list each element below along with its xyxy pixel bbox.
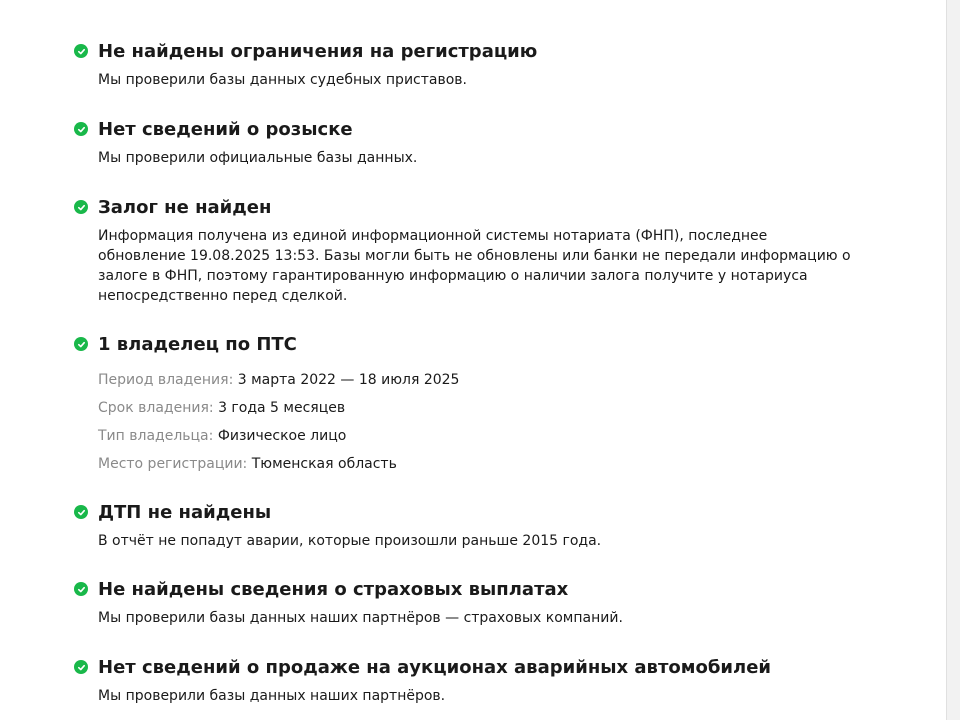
detail-value: 3 года 5 месяцев	[218, 400, 346, 416]
section-header	[74, 655, 874, 679]
detail-ownership-duration	[98, 398, 874, 426]
check-auctions	[74, 655, 874, 706]
detail-value: 3 марта 2022 — 18 июля 2025	[237, 372, 460, 388]
section-title: Нет сведений о розыске	[98, 118, 353, 140]
owner-details	[74, 370, 874, 482]
section-header	[74, 500, 874, 524]
section-title: Не найдены сведения о страховых выплатах	[98, 578, 569, 600]
check-wanted	[74, 117, 874, 168]
section-description: Мы проверили базы данных наших партнёров.	[98, 688, 446, 704]
section-title: Не найдены ограничения на регистрацию	[98, 40, 538, 62]
detail-ownership-period	[98, 370, 874, 398]
section-header	[74, 577, 874, 601]
section-header	[74, 39, 874, 63]
check-circle-icon	[74, 122, 88, 136]
section-title: 1 владелец по ПТС	[98, 333, 297, 355]
check-circle-icon	[74, 200, 88, 214]
check-insurance-payments	[74, 577, 874, 628]
check-circle-icon	[74, 44, 88, 58]
section-title: Нет сведений о продаже на аукционах аварийных автомобилей	[98, 656, 772, 678]
section-description: Мы проверили базы данных наших партнёров — страховых компаний.	[98, 610, 623, 626]
section-description: Информация получена из единой информационной системы нотариата (ФНП), последнее обновление 19.08.2025 13:53. Базы могли быть не обновлены или банки не передали информацию о залоге в ФНП, поэтому гарантированную информацию о наличии залога получите у нотариуса непосредственно перед сделкой.	[98, 228, 851, 304]
detail-label: Тип владельца:	[98, 428, 214, 444]
check-pledge	[74, 195, 874, 306]
detail-value: Физическое лицо	[217, 428, 347, 444]
check-circle-icon	[74, 660, 88, 674]
detail-label: Период владения:	[98, 372, 234, 388]
check-accidents	[74, 500, 874, 551]
section-title: ДТП не найдены	[98, 501, 272, 523]
section-description: Мы проверили официальные базы данных.	[98, 150, 418, 166]
section-description: В отчёт не попадут аварии, которые произошли раньше 2015 года.	[98, 533, 602, 549]
detail-owner-type	[98, 426, 874, 454]
detail-registration-place	[98, 454, 874, 482]
detail-label: Срок владения:	[98, 400, 214, 416]
check-owners	[74, 332, 874, 482]
check-circle-icon	[74, 582, 88, 596]
section-header	[74, 195, 874, 219]
detail-label: Место регистрации:	[98, 456, 248, 472]
section-description: Мы проверили базы данных судебных приставов.	[98, 72, 467, 88]
section-header	[74, 332, 874, 356]
check-restrictions	[74, 39, 874, 90]
check-circle-icon	[74, 337, 88, 351]
check-circle-icon	[74, 505, 88, 519]
detail-value: Тюменская область	[251, 456, 397, 472]
section-header	[74, 117, 874, 141]
section-title: Залог не найден	[98, 196, 272, 218]
